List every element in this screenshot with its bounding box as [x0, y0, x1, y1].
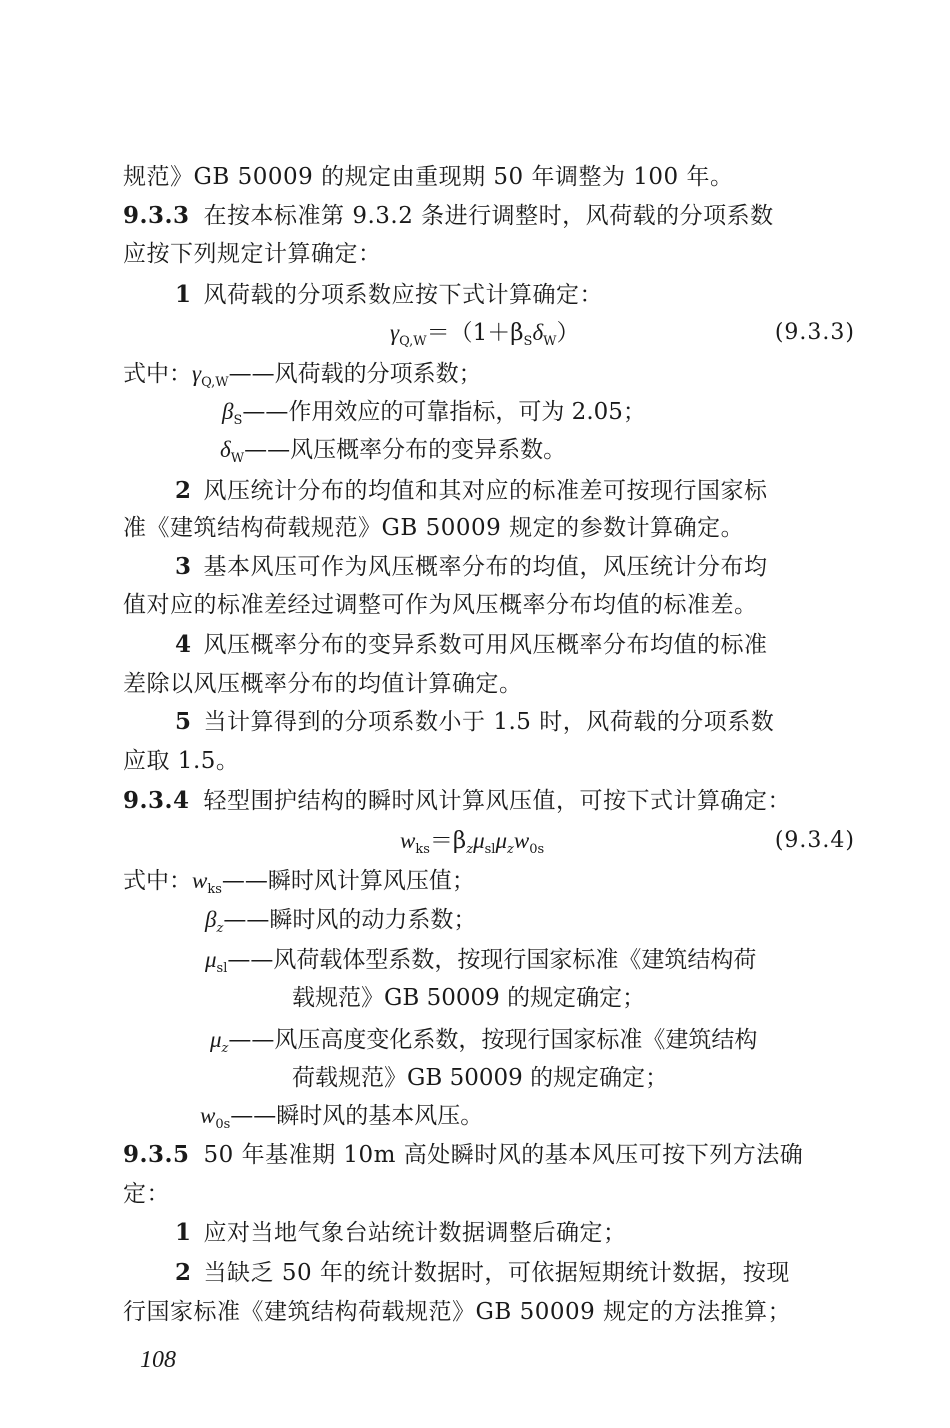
item-text: 当缺乏 50 年的统计数据时，可依据短期统计数据，按现 — [203, 1260, 790, 1286]
clause-number: 9.3.3 — [123, 202, 190, 229]
paragraph-line — [123, 1179, 170, 1209]
clause-number: 9.3.4 — [123, 787, 190, 814]
paragraph-line — [123, 513, 744, 543]
gamma-symbol: γ — [192, 361, 202, 386]
text: 差除以风压概率分布的均值计算确定。 — [123, 671, 523, 697]
w-symbol: w — [513, 828, 530, 853]
mu-symbol: μ — [473, 828, 485, 853]
item-text: 基本风压可作为风压概率分布的均值，风压统计分布均 — [203, 554, 768, 580]
subscript: z — [466, 842, 474, 857]
mu-symbol: μ — [205, 947, 217, 972]
list-item-4 — [175, 630, 768, 660]
paragraph-line — [123, 590, 758, 620]
subscript: S — [523, 334, 533, 349]
definition-text: 荷载规范》GB 50009 的规定确定； — [292, 1065, 669, 1091]
definition-text: ——瞬时风的动力系数； — [223, 907, 477, 933]
paragraph-line — [123, 239, 382, 269]
beta-symbol: β — [205, 907, 217, 932]
item-number: 2 — [175, 477, 192, 504]
where-label: 式中： — [123, 868, 192, 894]
clause-text: 轻型围护结构的瞬时风计算风压值，可按下式计算确定： — [203, 788, 792, 814]
subscript: sl — [216, 961, 228, 976]
text: 准《建筑结构荷载规范》GB 50009 规定的参数计算确定。 — [123, 515, 745, 541]
w-symbol: w — [192, 868, 208, 893]
delta-symbol: δ — [220, 437, 231, 462]
item-number: 1 — [175, 281, 192, 308]
w-symbol: w — [400, 828, 416, 853]
item-number: 4 — [175, 631, 192, 658]
formula-rhs: ＝（1＋β — [426, 320, 524, 346]
definition-w0s — [200, 1101, 483, 1140]
beta-symbol: β — [222, 399, 234, 424]
definition-muz — [210, 1025, 757, 1064]
mu-symbol: μ — [210, 1027, 222, 1052]
clause-number: 9.3.5 — [123, 1141, 190, 1168]
subscript: 0s — [215, 1117, 231, 1132]
list-item-1 — [175, 1218, 627, 1248]
text: 应按下列规定计算确定： — [123, 241, 382, 267]
equation-number: (9.3.4) — [774, 828, 855, 853]
item-text: 应对当地气象台站统计数据调整后确定； — [203, 1220, 627, 1246]
list-item-3 — [175, 552, 768, 582]
definition-betaz — [205, 905, 476, 944]
subscript: Q,W — [201, 375, 229, 390]
definition-musl — [205, 945, 756, 984]
subscript: z — [507, 842, 514, 857]
text: 规范》GB 50009 的规定由重现期 50 年调整为 100 年。 — [123, 164, 734, 190]
formula-9-3-4 — [400, 826, 544, 865]
subscript: ks — [415, 842, 430, 857]
item-number: 3 — [175, 553, 192, 580]
list-item-5 — [175, 707, 774, 737]
clause-9-3-3 — [123, 201, 774, 231]
subscript: Q,W — [399, 334, 427, 349]
subscript: W — [543, 334, 557, 349]
definition-text: ——作用效应的可靠指标，可为 2.05； — [242, 399, 646, 425]
item-text: 风压概率分布的变异系数可用风压概率分布均值的标准 — [203, 632, 768, 658]
where-label: 式中： — [123, 361, 192, 387]
item-number: 5 — [175, 708, 192, 735]
clause-9-3-5 — [123, 1140, 803, 1170]
definition-delta — [220, 435, 566, 474]
definition-musl-cont — [292, 983, 645, 1013]
item-text: 风荷载的分项系数应按下式计算确定： — [203, 282, 604, 308]
definition-text: ——瞬时风的基本风压。 — [230, 1103, 484, 1129]
list-item-2 — [175, 476, 768, 506]
subscript: z — [216, 921, 224, 936]
clause-text: 50 年基准期 10m 高处瞬时风的基本风压可按下列方法确 — [203, 1142, 804, 1168]
equation-number: (9.3.3) — [774, 320, 855, 345]
clause-text: 在按本标准第 9.3.2 条进行调整时，风荷载的分项系数 — [203, 203, 774, 229]
clause-9-3-4 — [123, 786, 791, 816]
definition-muz-cont — [292, 1063, 668, 1093]
definition-text: ——风压高度变化系数，按现行国家标准《建筑结构 — [228, 1027, 758, 1053]
text: 值对应的标准差经过调整可作为风压概率分布均值的标准差。 — [123, 592, 758, 618]
paragraph-line — [123, 1297, 791, 1327]
item-number: 1 — [175, 1219, 192, 1246]
definition-beta — [222, 397, 646, 436]
definition-text: ——风荷载的分项系数； — [228, 361, 482, 387]
formula-9-3-3 — [390, 318, 580, 357]
text: 应取 1.5。 — [123, 748, 240, 774]
paragraph-line — [123, 162, 733, 192]
text: 定： — [123, 1181, 170, 1207]
delta-symbol: δ — [532, 320, 544, 345]
list-item-1 — [175, 280, 603, 310]
item-number: 2 — [175, 1259, 192, 1286]
gamma-symbol: γ — [390, 320, 400, 345]
definition-text: ——风荷载体型系数，按现行国家标准《建筑结构荷 — [227, 947, 757, 973]
subscript: 0s — [529, 842, 545, 857]
subscript: ks — [207, 882, 222, 897]
item-text: 当计算得到的分项系数小于 1.5 时，风荷载的分项系数 — [203, 709, 775, 735]
definition-text: ——瞬时风计算风压值； — [221, 868, 475, 894]
subscript: z — [221, 1041, 229, 1056]
mu-symbol: μ — [495, 828, 507, 853]
item-text: 风压统计分布的均值和其对应的标准差可按现行国家标 — [203, 478, 768, 504]
definition-text: 载规范》GB 50009 的规定确定； — [292, 985, 646, 1011]
list-item-2 — [175, 1258, 790, 1288]
definition-wks — [123, 866, 475, 905]
subscript: W — [230, 451, 245, 466]
definition-text: ——风压概率分布的变异系数。 — [244, 437, 567, 463]
definition-gamma — [123, 359, 482, 398]
subscript: sl — [484, 842, 496, 857]
paragraph-line — [123, 746, 239, 776]
text: 行国家标准《建筑结构荷载规范》GB 50009 规定的方法推算； — [123, 1299, 792, 1325]
w-symbol: w — [200, 1103, 216, 1128]
subscript: S — [233, 413, 243, 428]
paren: ） — [556, 320, 580, 346]
formula-rhs: ＝β — [429, 828, 467, 854]
page-number: 108 — [140, 1347, 176, 1373]
paragraph-line — [123, 669, 523, 699]
